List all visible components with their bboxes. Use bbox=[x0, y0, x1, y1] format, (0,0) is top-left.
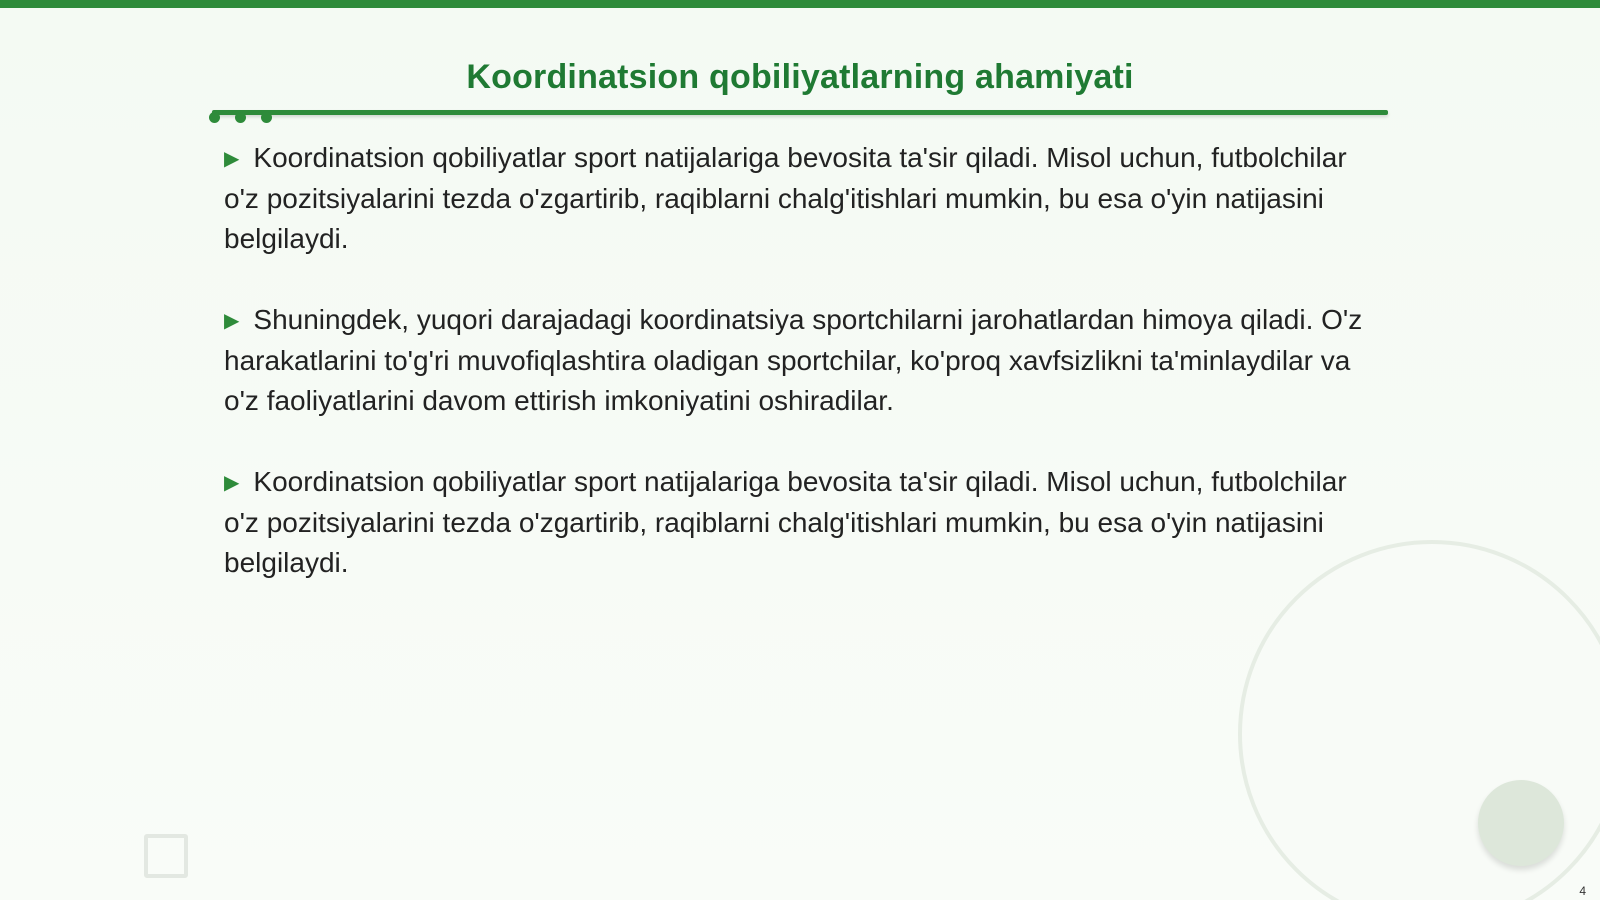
bullet-item bbox=[224, 462, 1364, 583]
triangle-right-icon: ▶ bbox=[224, 148, 240, 170]
decor-square-outline bbox=[144, 834, 188, 878]
bullet-list bbox=[224, 138, 1364, 624]
bullet-text: Shuningdek, yuqori darajadagi koordinatsiya sportchilarni jarohatlardan himoya qiladi. O'z harakatlarini to'g'ri muvofiqlashtira oladigan sportchilar, ko'proq xavfsizlikni ta'minlaydilar va o'z faoliyatlarini davom ettirish imkoniyatini oshiradilar. bbox=[224, 304, 1363, 416]
triangle-right-icon: ▶ bbox=[224, 472, 240, 494]
bullet-item bbox=[224, 138, 1364, 259]
decor-dot bbox=[235, 112, 246, 123]
decor-small-circle bbox=[1478, 780, 1564, 866]
page-number: 4 bbox=[1579, 884, 1586, 898]
decor-dot bbox=[261, 112, 272, 123]
bullet-text: Koordinatsion qobiliyatlar sport natijalariga bevosita ta'sir qiladi. Misol uchun, futbolchilar o'z pozitsiyalarini tezda o'zgartirib, raqiblarni chalg'itishlari mumkin, bu esa o'yin natijasini belgilaydi. bbox=[224, 466, 1347, 578]
title-underline bbox=[212, 110, 1388, 115]
slide-title: Koordinatsion qobiliyatlarning ahamiyati bbox=[466, 58, 1134, 96]
top-accent-band bbox=[0, 0, 1600, 8]
triangle-right-icon: ▶ bbox=[224, 310, 240, 332]
bullet-item bbox=[224, 300, 1364, 421]
bullet-text: Koordinatsion qobiliyatlar sport natijalariga bevosita ta'sir qiladi. Misol uchun, futbolchilar o'z pozitsiyalarini tezda o'zgartirib, raqiblarni chalg'itishlari mumkin, bu esa o'yin natijasini belgilaydi. bbox=[224, 142, 1347, 254]
decor-dot bbox=[209, 112, 220, 123]
